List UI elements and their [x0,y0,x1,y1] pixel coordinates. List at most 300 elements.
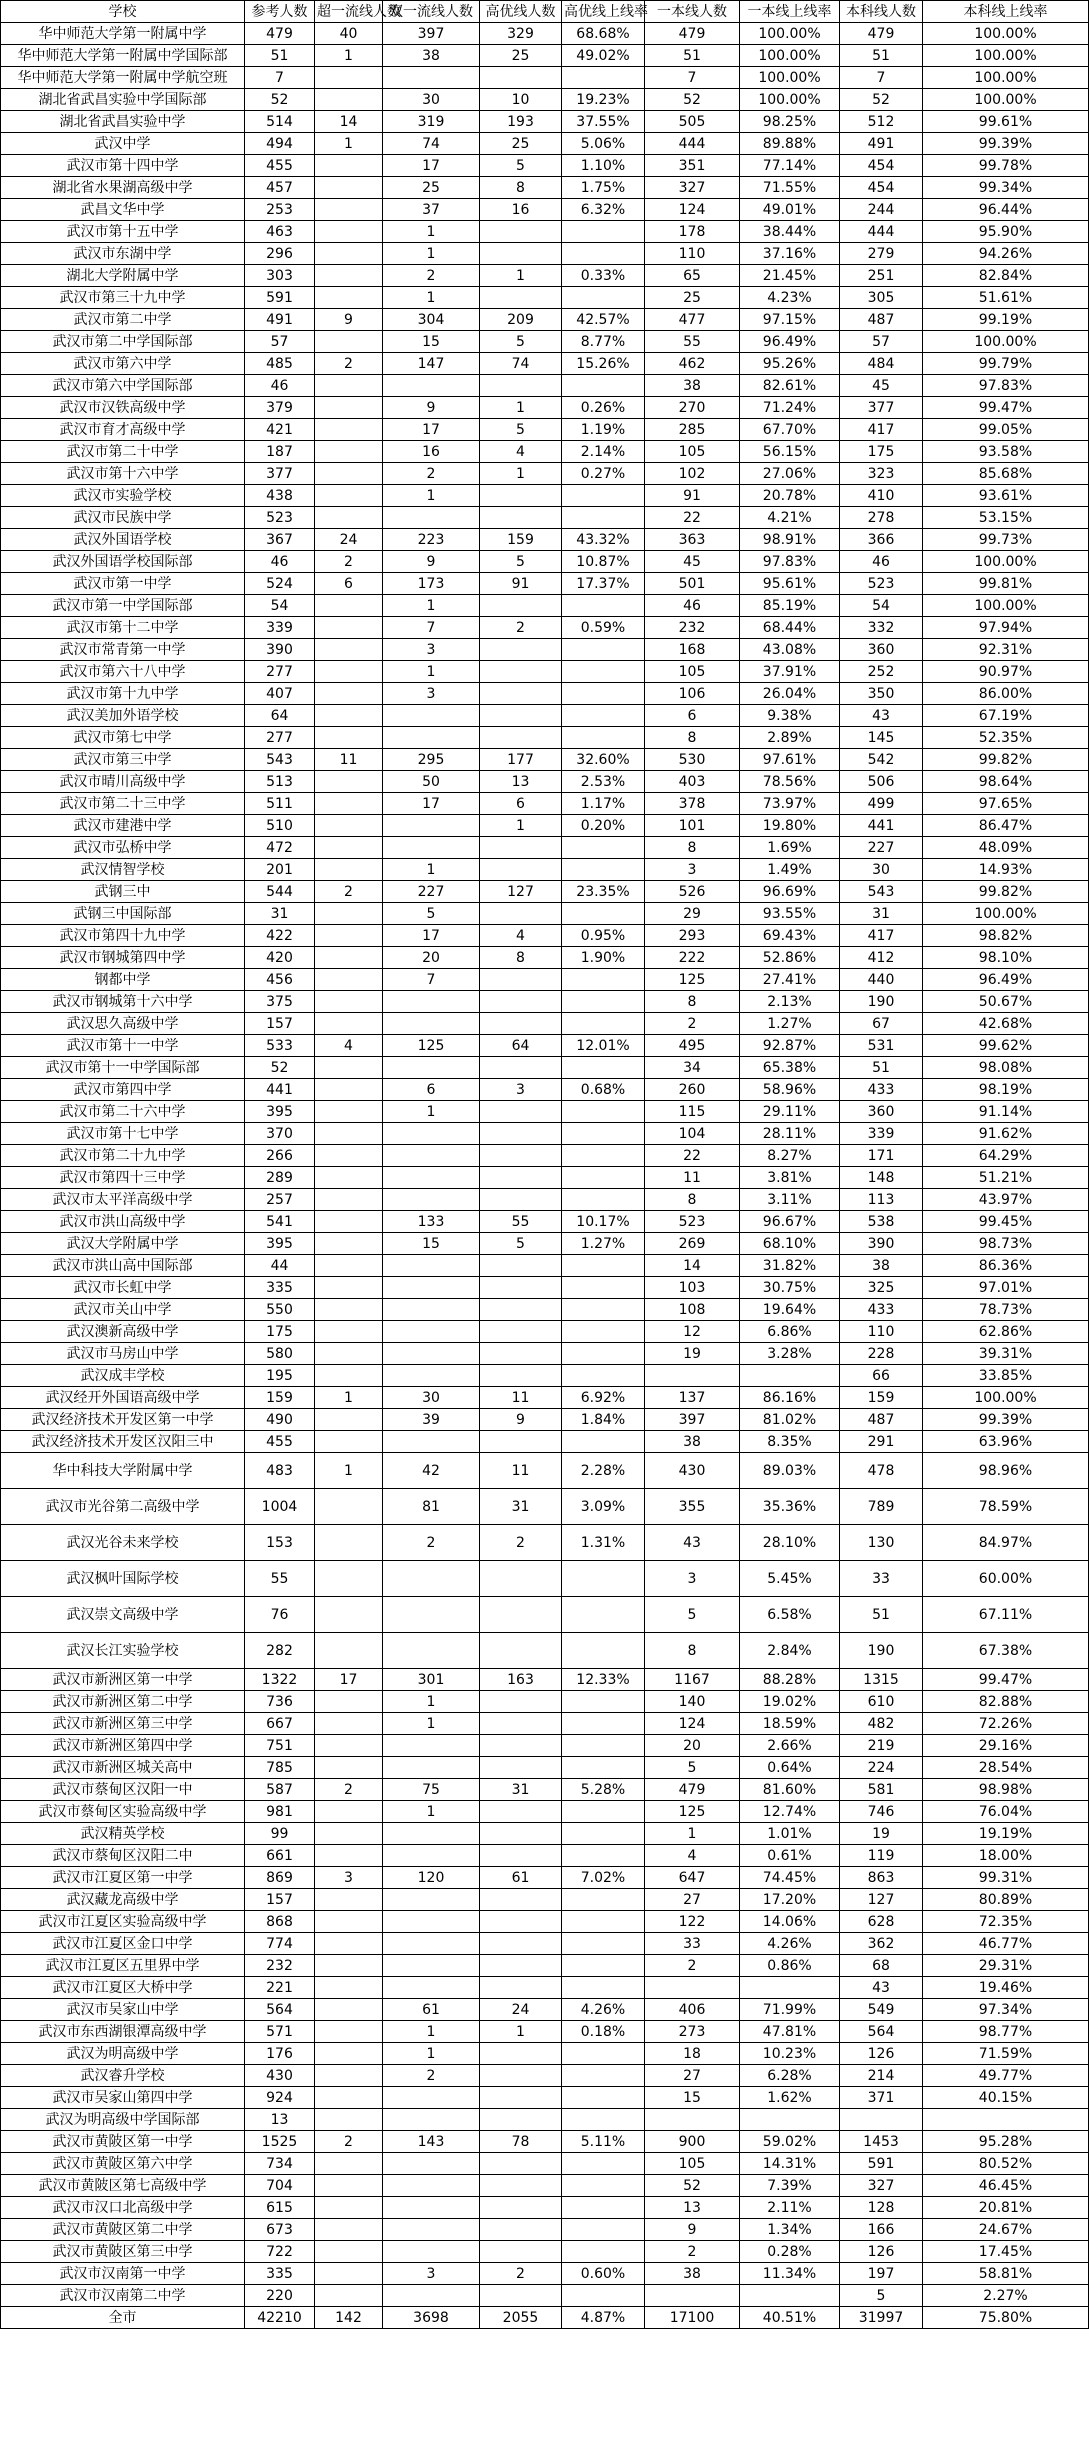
school-name-cell: 武汉市长虹中学 [1,1277,245,1299]
value-cell: 190 [840,991,923,1013]
table-row [1,111,1089,133]
value-cell: 100.00% [923,23,1089,45]
value-cell: 5 [383,903,480,925]
value-cell: 1 [383,485,480,507]
value-cell: 510 [245,815,315,837]
value-cell: 1.75% [562,177,645,199]
value-cell [562,727,645,749]
value-cell: 463 [245,221,315,243]
table-row [1,67,1089,89]
value-cell [315,1633,383,1669]
value-cell [315,1123,383,1145]
value-cell: 115 [645,1101,740,1123]
table-row [1,2021,1089,2043]
value-cell [480,1691,562,1713]
value-cell: 31 [245,903,315,925]
table-row [1,595,1089,617]
value-cell: 0.26% [562,397,645,419]
school-name-cell: 武汉市第十七中学 [1,1123,245,1145]
value-cell: 52 [645,2175,740,2197]
value-cell: 91.14% [923,1101,1089,1123]
value-cell: 38.44% [740,221,840,243]
value-cell [480,1633,562,1669]
value-cell: 499 [840,793,923,815]
school-name-cell: 湖北省武昌实验中学 [1,111,245,133]
value-cell [562,1123,645,1145]
value-cell [480,2175,562,2197]
value-cell: 19.64% [740,1299,840,1321]
value-cell [315,1597,383,1633]
value-cell: 157 [245,1013,315,1035]
table-row [1,1933,1089,1955]
value-cell: 145 [840,727,923,749]
value-cell: 33 [840,1561,923,1597]
value-cell [315,1801,383,1823]
value-cell: 479 [645,23,740,45]
value-cell [315,397,383,419]
value-cell [383,815,480,837]
value-cell: 4 [480,441,562,463]
value-cell: 97.94% [923,617,1089,639]
value-cell: 3.09% [562,1489,645,1525]
value-cell: 6 [383,1079,480,1101]
value-cell: 68.10% [740,1233,840,1255]
table-row [1,2197,1089,2219]
value-cell [315,1167,383,1189]
school-name-cell: 武汉市第一中学国际部 [1,595,245,617]
value-cell: 397 [383,23,480,45]
value-cell: 110 [840,1321,923,1343]
value-cell: 25 [645,287,740,309]
value-cell: 2.27% [923,2285,1089,2307]
value-cell: 76 [245,1597,315,1633]
value-cell: 2 [645,1013,740,1035]
table-row [1,199,1089,221]
value-cell: 65 [645,265,740,287]
value-cell [480,1431,562,1453]
value-cell [315,1233,383,1255]
value-cell: 4 [315,1035,383,1057]
value-cell: 2.11% [740,2197,840,2219]
value-cell: 785 [245,1757,315,1779]
value-cell: 57 [245,331,315,353]
value-cell: 1.62% [740,2087,840,2109]
value-cell: 610 [840,1691,923,1713]
value-cell: 406 [645,1999,740,2021]
value-cell [315,595,383,617]
value-cell: 339 [840,1123,923,1145]
value-cell: 125 [383,1035,480,1057]
value-cell [315,1409,383,1431]
value-cell: 68.68% [562,23,645,45]
value-cell: 124 [645,1713,740,1735]
value-cell: 97.61% [740,749,840,771]
value-cell: 97.34% [923,1999,1089,2021]
value-cell: 99.81% [923,573,1089,595]
school-name-cell: 武汉市汉口北高级中学 [1,2197,245,2219]
value-cell: 252 [840,661,923,683]
value-cell: 98.82% [923,925,1089,947]
value-cell: 8.35% [740,1431,840,1453]
value-cell: 455 [245,1431,315,1453]
value-cell: 395 [245,1101,315,1123]
value-cell: 2.28% [562,1453,645,1489]
value-cell: 1 [383,1801,480,1823]
value-cell: 43 [645,1525,740,1561]
school-name-cell: 武汉为明高级中学 [1,2043,245,2065]
value-cell [562,1801,645,1823]
value-cell: 362 [840,1933,923,1955]
value-cell: 421 [245,419,315,441]
value-cell [315,1189,383,1211]
value-cell: 375 [245,991,315,1013]
value-cell: 100.00% [923,1387,1089,1409]
school-name-cell: 武汉市第四十三中学 [1,1167,245,1189]
value-cell: 67.70% [740,419,840,441]
value-cell: 441 [840,815,923,837]
value-cell: 4.26% [740,1933,840,1955]
table-row [1,89,1089,111]
school-name-cell: 武汉市蔡甸区汉阳一中 [1,1779,245,1801]
value-cell [480,2241,562,2263]
value-cell: 214 [840,2065,923,2087]
value-cell: 51 [840,1597,923,1633]
value-cell [383,1823,480,1845]
value-cell [480,2197,562,2219]
value-cell: 403 [645,771,740,793]
school-name-cell: 武汉经济技术开发区汉阳三中 [1,1431,245,1453]
value-cell [480,705,562,727]
school-name-cell: 武汉市黄陂区第二中学 [1,2219,245,2241]
value-cell: 59.02% [740,2131,840,2153]
value-cell: 2 [383,265,480,287]
value-cell [562,1977,645,1999]
table-row [1,859,1089,881]
school-name-cell: 武汉思久高级中学 [1,1013,245,1035]
value-cell: 34 [645,1057,740,1079]
value-cell: 78.73% [923,1299,1089,1321]
value-cell: 86.36% [923,1255,1089,1277]
value-cell: 43.97% [923,1189,1089,1211]
school-name-cell: 武汉市钢城第四中学 [1,947,245,969]
value-cell: 0.27% [562,463,645,485]
value-cell: 91.62% [923,1123,1089,1145]
value-cell: 0.28% [740,2241,840,2263]
table-row [1,2153,1089,2175]
table-row [1,441,1089,463]
school-name-cell: 武汉市黄陂区第一中学 [1,2131,245,2153]
value-cell: 99.31% [923,1867,1089,1889]
value-cell: 5 [480,331,562,353]
value-cell: 113 [840,1189,923,1211]
value-cell [480,727,562,749]
table-row [1,903,1089,925]
school-name-cell: 武汉市第十二中学 [1,617,245,639]
header-row [1,1,1089,23]
value-cell: 75.80% [923,2307,1089,2329]
value-cell [562,705,645,727]
value-cell: 64.29% [923,1145,1089,1167]
value-cell: 38 [840,1255,923,1277]
value-cell: 25 [480,133,562,155]
table-row [1,617,1089,639]
table-row [1,1889,1089,1911]
value-cell [740,1977,840,1999]
value-cell [315,441,383,463]
value-cell [315,2263,383,2285]
school-name-cell: 武汉情智学校 [1,859,245,881]
school-name-cell: 武汉市洪山高中国际部 [1,1255,245,1277]
value-cell: 68 [840,1955,923,1977]
value-cell: 751 [245,1735,315,1757]
value-cell [315,221,383,243]
school-name-cell: 武汉市黄陂区第六中学 [1,2153,245,2175]
value-cell: 441 [245,1079,315,1101]
value-cell: 4.87% [562,2307,645,2329]
value-cell: 289 [245,1167,315,1189]
value-cell [645,2285,740,2307]
value-cell: 130 [840,1525,923,1561]
value-cell: 105 [645,441,740,463]
value-cell: 63.96% [923,1431,1089,1453]
table-row [1,705,1089,727]
value-cell [562,1735,645,1757]
value-cell [562,1691,645,1713]
table-row [1,1387,1089,1409]
value-cell: 39 [383,1409,480,1431]
value-cell: 1.84% [562,1409,645,1431]
value-cell [480,1713,562,1735]
value-cell [315,1911,383,1933]
value-cell: 46 [645,595,740,617]
value-cell [562,639,645,661]
value-cell [562,2087,645,2109]
value-cell: 3 [383,683,480,705]
school-name-cell: 武汉市第十六中学 [1,463,245,485]
value-cell: 71.55% [740,177,840,199]
value-cell: 49.02% [562,45,645,67]
value-cell: 53.15% [923,507,1089,529]
table-row [1,397,1089,419]
value-cell: 472 [245,837,315,859]
value-cell: 370 [245,1123,315,1145]
value-cell: 197 [840,2263,923,2285]
value-cell: 8 [645,1633,740,1669]
value-cell: 61 [383,1999,480,2021]
value-cell [315,991,383,1013]
school-name-cell: 武汉枫叶国际学校 [1,1561,245,1597]
table-row [1,1955,1089,1977]
value-cell: 157 [245,1889,315,1911]
value-cell [562,1933,645,1955]
value-cell: 52.86% [740,947,840,969]
value-cell: 96.49% [923,969,1089,991]
value-cell: 71.99% [740,1999,840,2021]
value-cell [480,1343,562,1365]
value-cell [315,419,383,441]
value-cell [562,683,645,705]
value-cell: 58.96% [740,1079,840,1101]
value-cell: 266 [245,1145,315,1167]
value-cell: 54 [245,595,315,617]
value-cell: 38 [645,375,740,397]
value-cell: 93.55% [740,903,840,925]
school-name-cell: 武汉成丰学校 [1,1365,245,1387]
value-cell: 430 [645,1453,740,1489]
table-row [1,1801,1089,1823]
school-name-cell: 武汉市常青第一中学 [1,639,245,661]
table-row [1,1079,1089,1101]
value-cell: 97.83% [923,375,1089,397]
value-cell [315,1525,383,1561]
value-cell: 494 [245,133,315,155]
value-cell [315,661,383,683]
value-cell: 27 [645,2065,740,2087]
value-cell: 704 [245,2175,315,2197]
value-cell: 12.33% [562,1669,645,1691]
school-name-cell: 武汉市第三中学 [1,749,245,771]
value-cell [480,1255,562,1277]
value-cell [562,375,645,397]
value-cell [383,837,480,859]
value-cell [383,2175,480,2197]
value-cell: 40.51% [740,2307,840,2329]
value-cell [383,1633,480,1669]
value-cell: 29.11% [740,1101,840,1123]
value-cell: 15 [383,331,480,353]
school-name-cell: 武汉市江夏区金口中学 [1,1933,245,1955]
value-cell: 81.60% [740,1779,840,1801]
value-cell: 74.45% [740,1867,840,1889]
value-cell: 1.01% [740,1823,840,1845]
value-cell [480,507,562,529]
value-cell: 1 [383,287,480,309]
value-cell: 51.21% [923,1167,1089,1189]
value-cell: 2 [383,1525,480,1561]
value-cell: 78.56% [740,771,840,793]
value-cell [383,727,480,749]
value-cell: 0.18% [562,2021,645,2043]
value-cell: 924 [245,2087,315,2109]
value-cell [562,661,645,683]
value-cell: 28.54% [923,1757,1089,1779]
value-cell: 17 [315,1669,383,1691]
value-cell: 42 [383,1453,480,1489]
column-header: 一本线人数 [645,1,740,23]
value-cell [480,1889,562,1911]
value-cell [383,2241,480,2263]
value-cell [383,1277,480,1299]
value-cell: 33 [645,1933,740,1955]
value-cell: 1 [383,2021,480,2043]
value-cell: 8 [645,727,740,749]
value-cell: 1 [383,1713,480,1735]
value-cell [740,1365,840,1387]
school-name-cell: 钢都中学 [1,969,245,991]
value-cell: 104 [645,1123,740,1145]
value-cell: 478 [840,1453,923,1489]
value-cell: 99.78% [923,155,1089,177]
value-cell: 125 [645,969,740,991]
value-cell [645,1365,740,1387]
value-cell: 127 [480,881,562,903]
value-cell: 8 [480,947,562,969]
value-cell [480,221,562,243]
school-name-cell: 武汉美加外语学校 [1,705,245,727]
value-cell: 193 [480,111,562,133]
value-cell: 350 [840,683,923,705]
table-row [1,639,1089,661]
value-cell [315,177,383,199]
value-cell: 49.01% [740,199,840,221]
value-cell [562,2197,645,2219]
value-cell: 133 [383,1211,480,1233]
value-cell: 543 [840,881,923,903]
table-row [1,45,1089,67]
value-cell: 98.08% [923,1057,1089,1079]
value-cell [315,287,383,309]
value-cell: 24 [480,1999,562,2021]
value-cell: 514 [245,111,315,133]
value-cell [480,991,562,1013]
school-name-cell: 武汉市第二十中学 [1,441,245,463]
value-cell: 9 [383,551,480,573]
value-cell [315,815,383,837]
value-cell: 746 [840,1801,923,1823]
value-cell [315,1101,383,1123]
value-cell [383,1955,480,1977]
value-cell: 487 [840,309,923,331]
value-cell: 491 [245,309,315,331]
value-cell [315,89,383,111]
value-cell: 40.15% [923,2087,1089,2109]
value-cell: 93.58% [923,441,1089,463]
value-cell [562,1713,645,1735]
value-cell: 227 [840,837,923,859]
value-cell [315,2285,383,2307]
value-cell: 285 [645,419,740,441]
table-row [1,1669,1089,1691]
value-cell: 2 [480,2263,562,2285]
table-row [1,177,1089,199]
value-cell: 100.00% [923,595,1089,617]
table-row [1,507,1089,529]
value-cell: 98.25% [740,111,840,133]
value-cell: 57 [840,331,923,353]
value-cell: 17.20% [740,1889,840,1911]
value-cell: 228 [840,1343,923,1365]
value-cell: 88.28% [740,1669,840,1691]
value-cell: 273 [645,2021,740,2043]
value-cell: 98.19% [923,1079,1089,1101]
value-cell: 1 [480,463,562,485]
value-cell: 95.26% [740,353,840,375]
value-cell: 2 [383,2065,480,2087]
value-cell: 1 [480,397,562,419]
value-cell [383,2197,480,2219]
value-cell: 7 [645,67,740,89]
value-cell: 120 [383,1867,480,1889]
value-cell [315,1713,383,1735]
column-header: 本科线上线率 [923,1,1089,23]
value-cell: 16 [480,199,562,221]
value-cell: 417 [840,925,923,947]
value-cell: 1.19% [562,419,645,441]
table-row [1,1453,1089,1489]
school-name-cell: 武汉中学 [1,133,245,155]
value-cell: 21.45% [740,265,840,287]
value-cell: 3.81% [740,1167,840,1189]
